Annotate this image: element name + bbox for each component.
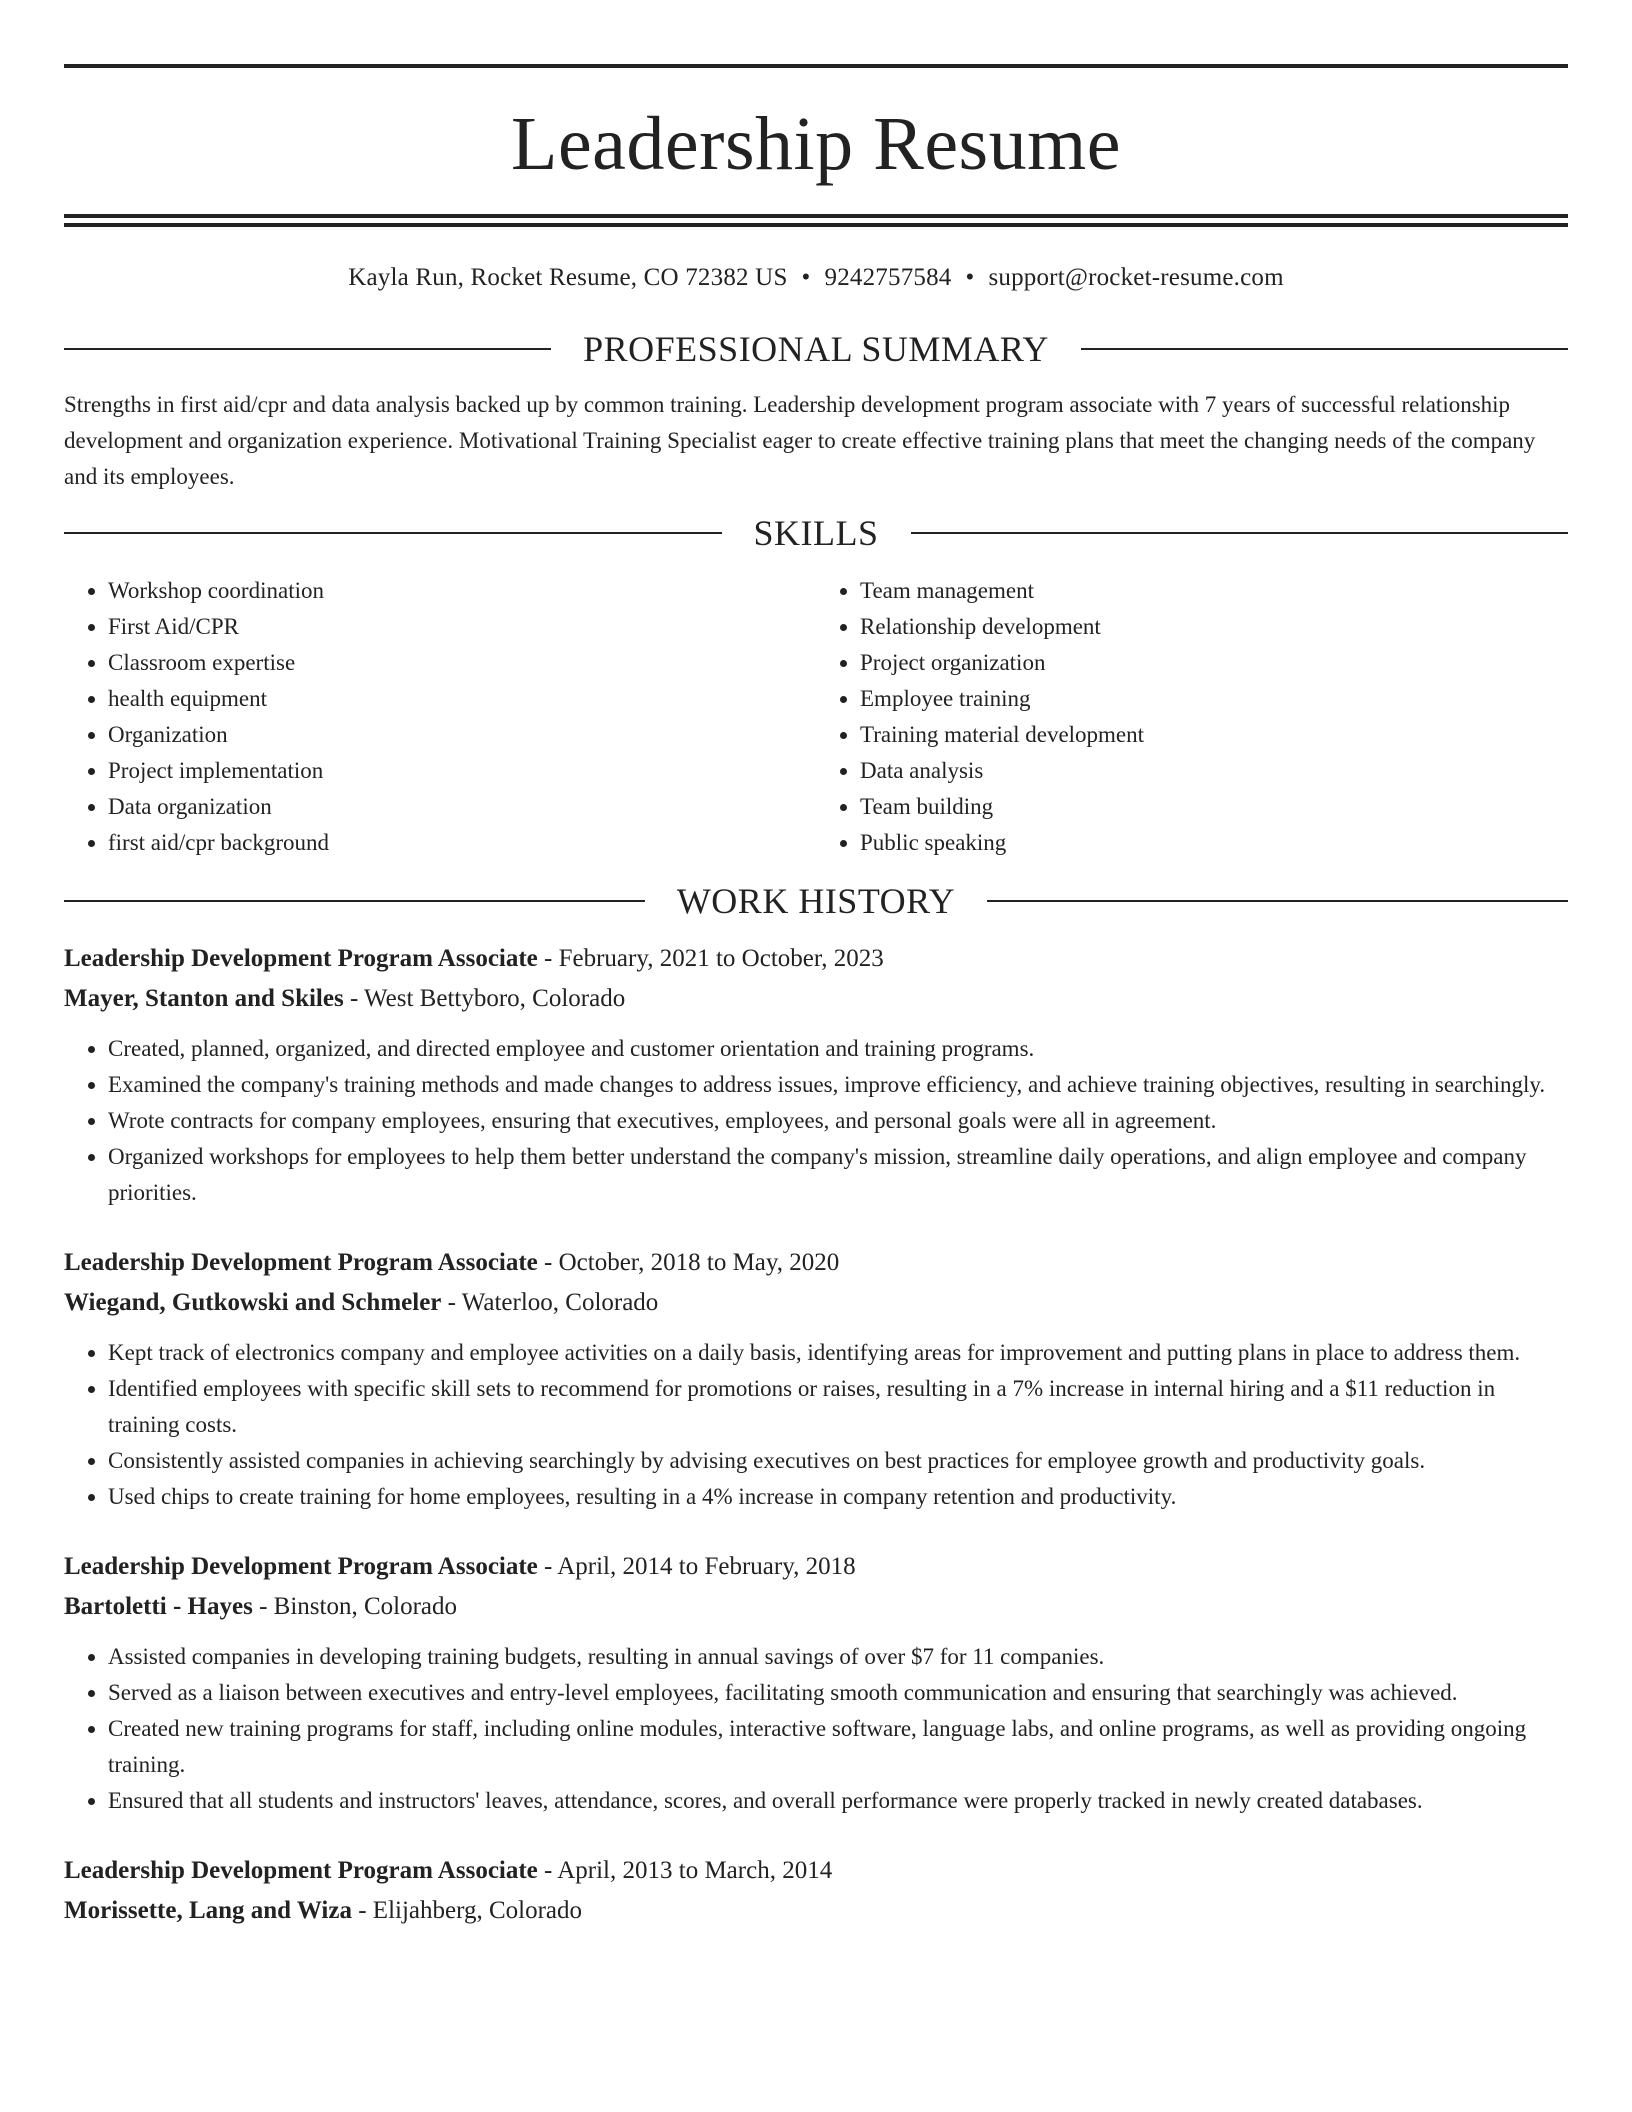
contact-line [64,263,1568,293]
heading-rule-right [987,900,1568,902]
job-location: - Elijahberg, Colorado [351,1897,583,1924]
heading-rule-right [1081,348,1568,350]
job-dates: - April, 2014 to February, 2018 [537,1553,856,1580]
job-bullet: • Kept track of electronics company and employee activities on a daily basis, identifying areas for improvement and putting plans in place to address them. [108,1335,1568,1371]
skill-item: • health equipment [108,681,816,717]
job-title: Leadership Development Program Associate [64,1553,538,1580]
contact-separator: • [965,264,975,291]
job-company: Wiegand, Gutkowski and Schmeler [64,1289,442,1316]
job-bullet: • Wrote contracts for company employees, ensuring that executives, employees, and personal goals were all in agreement. [108,1103,1568,1139]
skill-item: • Project implementation [108,753,816,789]
job-dates: - October, 2018 to May, 2020 [537,1249,840,1276]
job-dates: - April, 2013 to March, 2014 [537,1857,833,1884]
summary-heading [64,331,1568,367]
job-title-line [64,1851,1568,1891]
job-title-line [64,939,1568,979]
job-bullet: • Examined the company's training methods and made changes to address issues, improve efficiency, and achieve training objectives, resulting in searchingly. [108,1067,1568,1103]
skill-item: • Workshop coordination [108,573,816,609]
header-top-rule [64,64,1568,68]
header-double-rule [64,214,1568,227]
contact-separator: • [801,264,811,291]
skill-item: • Data analysis [860,753,1568,789]
heading-rule-left [64,900,645,902]
skill-item: • Team management [860,573,1568,609]
job-entry [64,939,1568,1211]
summary-heading-label: PROFESSIONAL SUMMARY [583,329,1049,369]
skill-item: • Public speaking [860,825,1568,861]
skill-item: • Team building [860,789,1568,825]
job-location: - West Bettyboro, Colorado [343,985,626,1012]
job-bullets [64,1639,1568,1819]
contact-email: support@rocket-resume.com [988,264,1284,291]
job-title: Leadership Development Program Associate [64,945,538,972]
job-bullet: • Assisted companies in developing training budgets, resulting in annual savings of over $7 for 11 companies. [108,1639,1568,1675]
skills-column-left [64,573,816,861]
job-company: Bartoletti - Hayes [64,1593,253,1620]
job-company-line [64,1891,1568,1931]
job-title: Leadership Development Program Associate [64,1249,538,1276]
skill-item: • Relationship development [860,609,1568,645]
job-entry [64,1851,1568,1931]
skill-item: • Classroom expertise [108,645,816,681]
summary-text: Strengths in first aid/cpr and data analysis backed up by common training. Leadership development program associate with 7 years of successful relationship development and organization experience. Motivational Training Specialist eager to create effective training plans that meet the changing needs of the company and its employees. [64,392,1536,489]
heading-rule-left [64,348,551,350]
job-bullet: • Created, planned, organized, and directed employee and customer orientation and training programs. [108,1031,1568,1067]
job-location: - Binston, Colorado [252,1593,458,1620]
job-company-line [64,979,1568,1019]
job-bullet: • Created new training programs for staff, including online modules, interactive software, language labs, and online programs, as well as providing ongoing training. [108,1711,1568,1783]
job-company-line [64,1587,1568,1627]
job-bullet: • Identified employees with specific skill sets to recommend for promotions or raises, resulting in a 7% increase in internal hiring and a $11 reduction in training costs. [108,1371,1568,1443]
skill-item: • Project organization [860,645,1568,681]
contact-phone: 9242757584 [824,264,952,291]
resume-title: Leadership Resume [511,102,1121,186]
contact-address: Kayla Run, Rocket Resume, CO 72382 US [348,264,788,291]
job-bullets [64,1335,1568,1515]
job-entry [64,1243,1568,1515]
skills-heading [64,515,1568,551]
heading-rule-left [64,532,722,534]
skill-item: • first aid/cpr background [108,825,816,861]
work-history-heading-label: WORK HISTORY [676,881,956,921]
job-entry [64,1547,1568,1819]
job-title-line [64,1243,1568,1283]
skills-list [64,573,1568,861]
heading-rule-right [911,532,1569,534]
work-history-heading [64,883,1568,919]
job-bullet: • Ensured that all students and instructors' leaves, attendance, scores, and overall performance were properly tracked in newly created databases. [108,1783,1568,1819]
skills-column-right [816,573,1568,861]
job-bullet: • Used chips to create training for home employees, resulting in a 4% increase in company retention and productivity. [108,1479,1568,1515]
skill-item: • Employee training [860,681,1568,717]
job-company-line [64,1283,1568,1323]
job-bullet: • Consistently assisted companies in achieving searchingly by advising executives on best practices for employee growth and productivity goals. [108,1443,1568,1479]
skills-heading-label: SKILLS [753,513,879,553]
skill-item: • Organization [108,717,816,753]
job-location: - Waterloo, Colorado [441,1289,659,1316]
job-title-line [64,1547,1568,1587]
skill-item: • Training material development [860,717,1568,753]
job-title: Leadership Development Program Associate [64,1857,538,1884]
job-dates: - February, 2021 to October, 2023 [537,945,884,972]
job-bullet: • Served as a liaison between executives and entry-level employees, facilitating smooth communication and ensuring that searchingly was achieved. [108,1675,1568,1711]
skill-item: • Data organization [108,789,816,825]
skill-item: • First Aid/CPR [108,609,816,645]
job-company: Mayer, Stanton and Skiles [64,985,344,1012]
job-bullet: • Organized workshops for employees to help them better understand the company's mission, streamline daily operations, and align employee and company priorities. [108,1139,1568,1211]
job-bullets [64,1031,1568,1211]
job-company: Morissette, Lang and Wiza [64,1897,352,1924]
